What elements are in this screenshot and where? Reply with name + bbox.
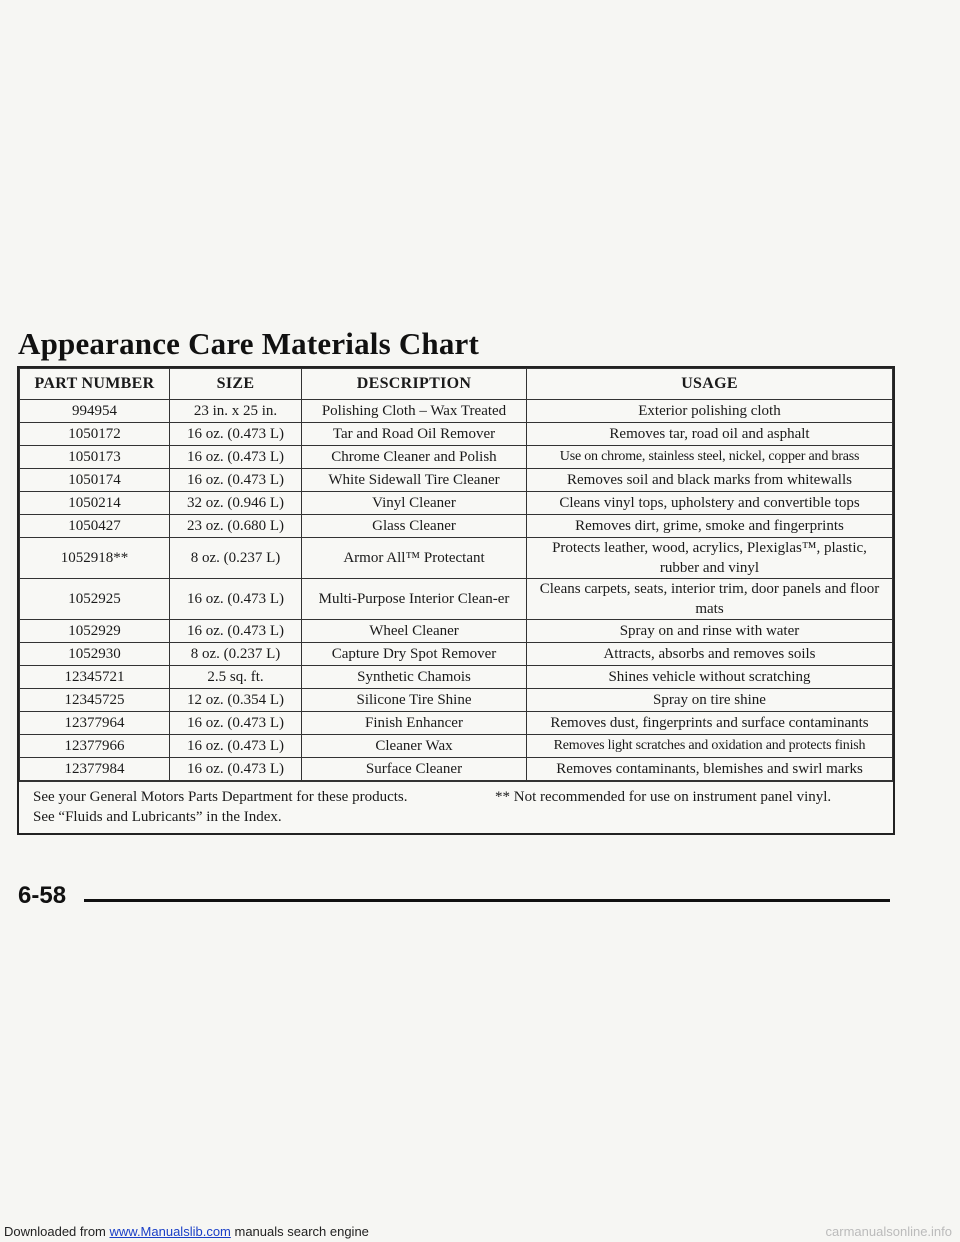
cell-usage: Removes dust, fingerprints and surface contaminants (527, 712, 893, 735)
cell-usage: Shines vehicle without scratching (527, 666, 893, 689)
cell-part: 12345721 (20, 666, 170, 689)
note-fluids-reference: See “Fluids and Lubricants” in the Index. (33, 809, 282, 825)
table-header-row (20, 369, 893, 400)
cell-part: 1052918** (20, 538, 170, 579)
cell-usage: Removes contaminants, blemishes and swirl marks (527, 758, 893, 781)
cell-description: Capture Dry Spot Remover (302, 643, 527, 666)
cell-usage: Removes soil and black marks from whitewalls (527, 469, 893, 492)
cell-description: Glass Cleaner (302, 515, 527, 538)
watermark: carmanualsonline.info (825, 1224, 952, 1239)
download-prefix: Downloaded from (4, 1224, 110, 1239)
cell-description: Silicone Tire Shine (302, 689, 527, 712)
cell-part: 1050427 (20, 515, 170, 538)
download-credit (4, 1224, 369, 1239)
header-part-number: PART NUMBER (20, 369, 170, 400)
site-footer (0, 1220, 960, 1242)
note-footnote: ** Not recommended for use on instrument panel vinyl. (495, 789, 832, 805)
cell-part: 1050173 (20, 446, 170, 469)
cell-size: 16 oz. (0.473 L) (170, 446, 302, 469)
cell-size: 16 oz. (0.473 L) (170, 579, 302, 620)
cell-size: 16 oz. (0.473 L) (170, 758, 302, 781)
cell-size: 16 oz. (0.473 L) (170, 712, 302, 735)
cell-description: Cleaner Wax (302, 735, 527, 758)
cell-size: 12 oz. (0.354 L) (170, 689, 302, 712)
cell-usage: Cleans vinyl tops, upholstery and convertible tops (527, 492, 893, 515)
cell-size: 23 oz. (0.680 L) (170, 515, 302, 538)
cell-description: Chrome Cleaner and Polish (302, 446, 527, 469)
table-row (20, 423, 893, 446)
cell-part: 1050172 (20, 423, 170, 446)
cell-usage: Removes light scratches and oxidation and protects finish (527, 735, 893, 758)
cell-usage: Removes tar, road oil and asphalt (527, 423, 893, 446)
cell-description: Multi-Purpose Interior Clean-er (302, 579, 527, 620)
table-row (20, 689, 893, 712)
cell-part: 12377966 (20, 735, 170, 758)
care-materials-table (17, 366, 895, 835)
cell-description: Synthetic Chamois (302, 666, 527, 689)
footer-rule (84, 899, 890, 902)
cell-usage: Attracts, absorbs and removes soils (527, 643, 893, 666)
cell-part: 1050174 (20, 469, 170, 492)
cell-description: Wheel Cleaner (302, 620, 527, 643)
table-row (20, 643, 893, 666)
table-notes (19, 781, 893, 833)
table-row (20, 538, 893, 579)
cell-size: 16 oz. (0.473 L) (170, 735, 302, 758)
cell-usage: Removes dirt, grime, smoke and fingerprints (527, 515, 893, 538)
cell-part: 12377964 (20, 712, 170, 735)
cell-size: 16 oz. (0.473 L) (170, 620, 302, 643)
page-title: Appearance Care Materials Chart (18, 326, 480, 361)
cell-description: Surface Cleaner (302, 758, 527, 781)
table-row (20, 400, 893, 423)
cell-size: 2.5 sq. ft. (170, 666, 302, 689)
table-row (20, 758, 893, 781)
cell-part: 994954 (20, 400, 170, 423)
table-row (20, 492, 893, 515)
cell-part: 1050214 (20, 492, 170, 515)
table-row (20, 620, 893, 643)
cell-part: 12377984 (20, 758, 170, 781)
manualslib-link[interactable]: www.Manualslib.com (109, 1224, 231, 1239)
cell-size: 8 oz. (0.237 L) (170, 538, 302, 579)
cell-size: 8 oz. (0.237 L) (170, 643, 302, 666)
cell-description: Armor All™ Protectant (302, 538, 527, 579)
header-description: DESCRIPTION (302, 369, 527, 400)
page-number: 6-58 (18, 882, 67, 909)
cell-usage: Spray on and rinse with water (527, 620, 893, 643)
table-row (20, 735, 893, 758)
cell-usage: Spray on tire shine (527, 689, 893, 712)
cell-size: 32 oz. (0.946 L) (170, 492, 302, 515)
cell-usage: Exterior polishing cloth (527, 400, 893, 423)
table-row (20, 469, 893, 492)
cell-description: Finish Enhancer (302, 712, 527, 735)
cell-description: Tar and Road Oil Remover (302, 423, 527, 446)
download-suffix: manuals search engine (230, 1224, 369, 1239)
header-usage: USAGE (527, 369, 893, 400)
note-parts-department: See your General Motors Parts Department for these products. (33, 789, 408, 805)
cell-usage: Use on chrome, stainless steel, nickel, copper and brass (527, 446, 893, 469)
cell-part: 1052930 (20, 643, 170, 666)
materials-table (19, 368, 893, 781)
table-row (20, 666, 893, 689)
cell-part: 1052929 (20, 620, 170, 643)
cell-description: White Sidewall Tire Cleaner (302, 469, 527, 492)
table-row (20, 515, 893, 538)
cell-part: 12345725 (20, 689, 170, 712)
cell-description: Polishing Cloth – Wax Treated (302, 400, 527, 423)
table-row (20, 579, 893, 620)
table-row (20, 712, 893, 735)
table-row (20, 446, 893, 469)
cell-size: 23 in. x 25 in. (170, 400, 302, 423)
cell-part: 1052925 (20, 579, 170, 620)
cell-size: 16 oz. (0.473 L) (170, 469, 302, 492)
header-size: SIZE (170, 369, 302, 400)
notes-left (33, 787, 493, 827)
cell-usage: Cleans carpets, seats, interior trim, door panels and floor mats (527, 579, 893, 620)
cell-usage: Protects leather, wood, acrylics, Plexiglas™, plastic, rubber and vinyl (527, 538, 893, 579)
cell-description: Vinyl Cleaner (302, 492, 527, 515)
cell-size: 16 oz. (0.473 L) (170, 423, 302, 446)
